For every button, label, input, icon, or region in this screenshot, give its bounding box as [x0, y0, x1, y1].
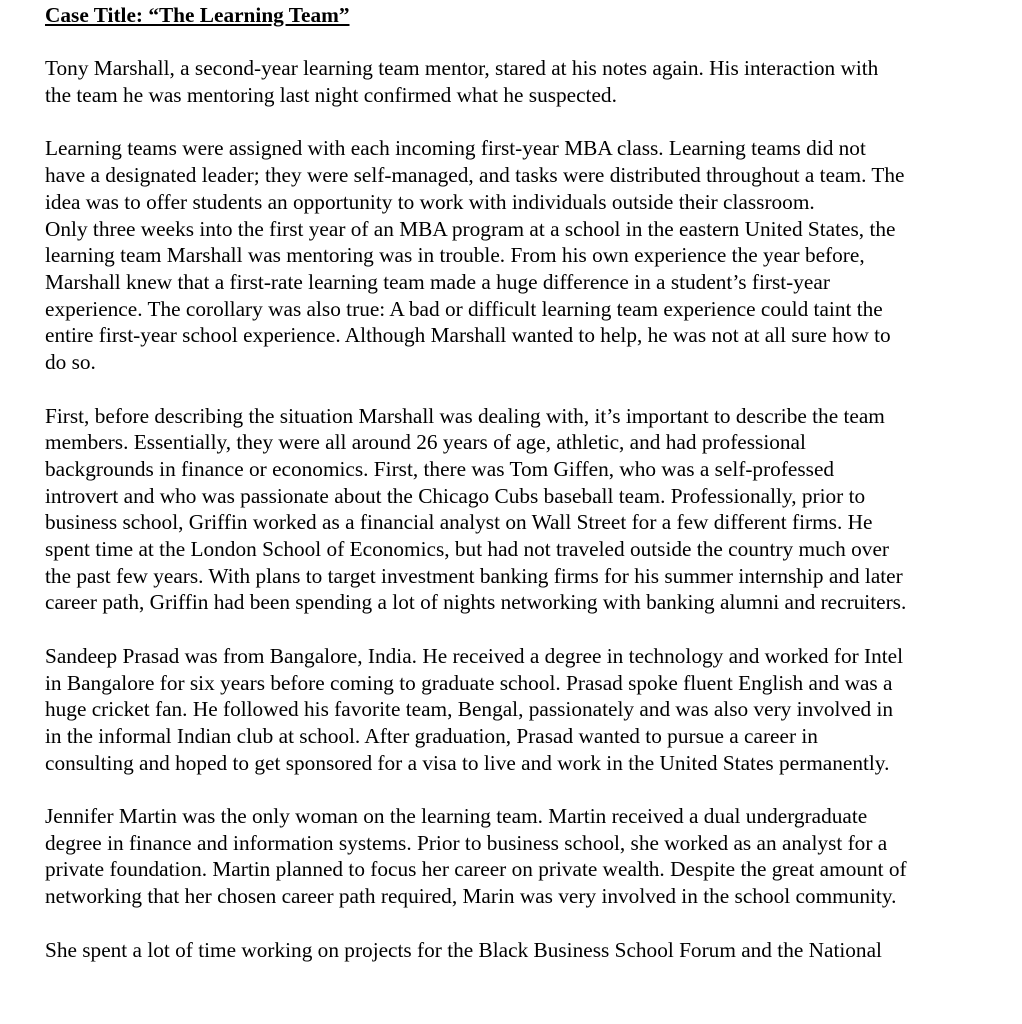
text-line: Sandeep Prasad was from Bangalore, India. He received a degree in technology and worked for Intel [45, 643, 904, 668]
paragraph-intro [45, 55, 975, 108]
paragraph-gap [45, 376, 975, 403]
document-page [45, 0, 975, 963]
text-line: spent time at the London School of Economics, but had not traveled outside the country much over [45, 537, 889, 562]
text-line: private foundation. Martin planned to focus her career on private wealth. Despite the great amount of [45, 857, 907, 882]
text-line: Learning teams were assigned with each incoming first-year MBA class. Learning teams did not [45, 136, 866, 161]
text-line: the team he was mentoring last night confirmed what he suspected. [45, 83, 617, 108]
text-line: experience. The corollary was also true: A bad or difficult learning team experience could taint the [45, 296, 883, 321]
paragraph-learning-teams [45, 135, 975, 375]
text-line: career path, Griffin had been spending a lot of nights networking with banking alumni and recruiters. [45, 590, 907, 615]
paragraph-school-projects [45, 937, 975, 964]
text-line: Jennifer Martin was the only woman on the learning team. Martin received a dual undergraduate [45, 804, 868, 829]
text-line: in the informal Indian club at school. After graduation, Prasad wanted to pursue a career in [45, 723, 818, 748]
paragraph-gap [45, 616, 975, 643]
text-line: in Bangalore for six years before coming to graduate school. Prasad spoke fluent English and was a [45, 670, 893, 695]
text-line: business school, Griffin worked as a financial analyst on Wall Street for a few different firms. He [45, 510, 873, 535]
text-line: First, before describing the situation Marshall was dealing with, it’s important to describe the team [45, 403, 885, 428]
text-line: the past few years. With plans to target investment banking firms for his summer internship and later [45, 563, 903, 588]
text-line: have a designated leader; they were self-managed, and tasks were distributed throughout a team. The [45, 163, 905, 188]
text-line: She spent a lot of time working on projects for the Black Business School Forum and the National [45, 937, 882, 962]
text-line: idea was to offer students an opportunity to work with individuals outside their classroom. [45, 189, 815, 214]
paragraph-gap [45, 109, 975, 136]
paragraph-sandeep-prasad [45, 643, 975, 777]
paragraph-gap [45, 910, 975, 937]
text-line: members. Essentially, they were all around 26 years of age, athletic, and had professional [45, 430, 806, 455]
text-line: entire first-year school experience. Although Marshall wanted to help, he was not at all sure how to [45, 323, 891, 348]
text-line: Tony Marshall, a second-year learning team mentor, stared at his notes again. His interaction with [45, 56, 879, 81]
text-line: huge cricket fan. He followed his favorite team, Bengal, passionately and was also very involved in [45, 697, 894, 722]
paragraph-gap [45, 776, 975, 803]
paragraph-jennifer-martin [45, 803, 975, 910]
case-title: Case Title: “The Learning Team” [45, 3, 350, 27]
paragraph-team-members [45, 403, 975, 617]
text-line: Marshall knew that a first-rate learning team made a huge difference in a student’s first-year [45, 270, 830, 294]
text-line: Only three weeks into the first year of an MBA program at a school in the eastern United States, the [45, 216, 896, 241]
text-line: learning team Marshall was mentoring was in trouble. From his own experience the year before, [45, 243, 865, 268]
text-line: networking that her chosen career path required, Marin was very involved in the school community. [45, 884, 897, 909]
text-line: consulting and hoped to get sponsored for a visa to live and work in the United States permanently. [45, 750, 890, 775]
paragraph-gap [45, 29, 975, 56]
text-line: do so. [45, 350, 96, 375]
text-line: backgrounds in finance or economics. First, there was Tom Giffen, who was a self-professed [45, 456, 835, 481]
text-line: degree in finance and information systems. Prior to business school, she worked as an analyst for a [45, 830, 888, 855]
text-line: introvert and who was passionate about the Chicago Cubs baseball team. Professionally, prior to [45, 483, 866, 508]
